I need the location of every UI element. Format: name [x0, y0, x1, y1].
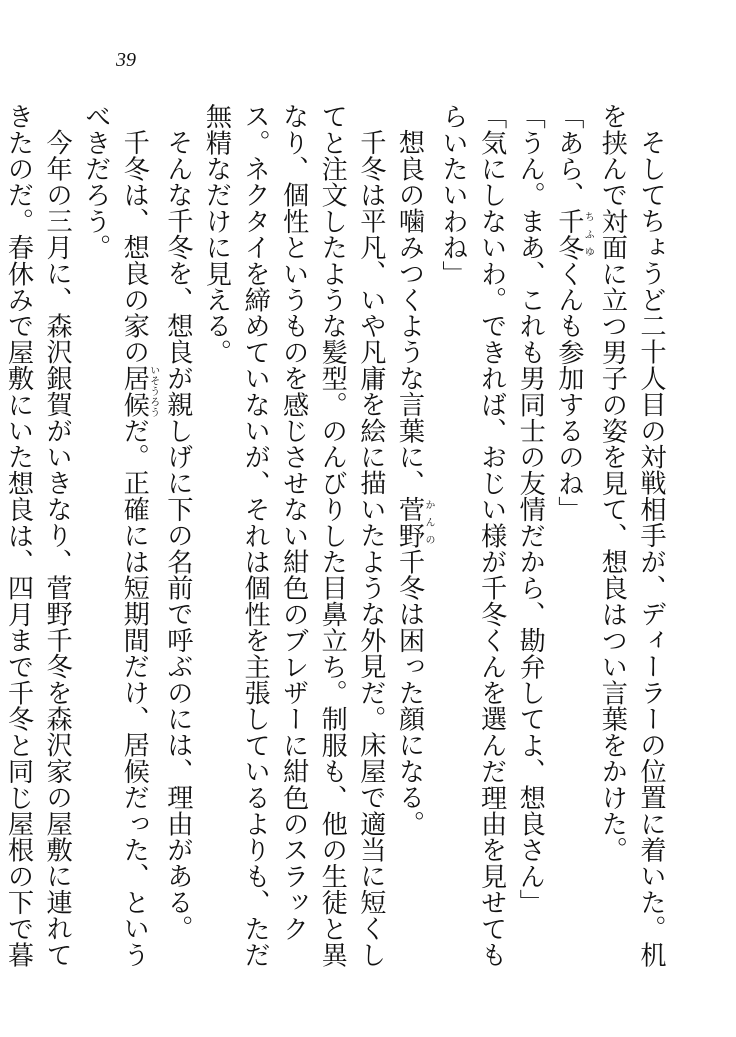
- narrative-paragraph: [390, 103, 434, 983]
- dialogue-paragraph: [433, 103, 510, 983]
- text-run: 千冬は困った顔になる。: [394, 548, 425, 837]
- dialogue-paragraph: [511, 103, 550, 983]
- ruby-base: 千冬: [553, 207, 584, 261]
- page-number: 39: [116, 49, 136, 71]
- narrative-paragraph: [197, 103, 390, 983]
- ruby-annotation: [119, 365, 159, 418]
- text-run: 今年の三月に、森沢銀賀がいきなり、菅野千冬を森沢家の屋敷に連れてきたのだ。春休みで屋敷にいた想良は、四月まで千冬と同じ屋根の下で暮: [3, 103, 73, 968]
- ruby-annotation: [394, 496, 434, 549]
- text-run: 想良の噛みつくような言葉に、: [394, 129, 425, 496]
- narrative-paragraph: [76, 103, 158, 983]
- ruby-reading: ちふゆ: [582, 207, 594, 261]
- ruby-reading: いそうろう: [147, 365, 159, 418]
- ruby-base: 居候: [119, 365, 150, 418]
- ruby-base: 菅野: [394, 496, 425, 549]
- ruby-reading: かんの: [422, 496, 434, 549]
- text-run: 「あら、: [553, 103, 584, 208]
- narrative-paragraph: [158, 103, 197, 983]
- text-run: くんも参加するのね」: [553, 260, 584, 523]
- text-run: だ。正確には短期間だけ、居候だった、というべきだろう。: [80, 103, 150, 968]
- text-run: 千冬は、想良の家の: [119, 129, 150, 365]
- dialogue-paragraph: [549, 103, 593, 983]
- narrative-paragraph: [0, 103, 76, 983]
- narrative-paragraph: [593, 103, 670, 983]
- vertical-text-body: [3, 103, 670, 983]
- text-run: そしてちょうど二十人目の対戦相手が、ディーラーの位置に着いた。机を挟んで対面に立つ男子の姿を見て、想良はつい言葉をかけた。: [597, 103, 666, 968]
- text-run: そんな千冬を、想良が親しげに下の名前で呼ぶのには、理由がある。: [162, 129, 193, 942]
- ruby-annotation: [553, 207, 594, 261]
- text-run: 「気にしないわ。できれば、おじい様が千冬くんを選んだ理由を見せてもらいたいわね」: [438, 103, 507, 968]
- text-run: 「うん。まあ、これも男同士の友情だから、勘弁してよ、想良さん」: [515, 103, 546, 916]
- text-run: 千冬は平凡、いや凡庸を絵に描いたような外見だ。床屋で適当に短くしてと注文したような髪型。のんびりした目鼻立ち。制服も、他の生徒と異なり、個性というものを感じさせない紺色のブレザーに紺色のスラックス。ネクタイを締めていないが、それは個性を主張しているよりも、ただ無精なだけに見える。: [201, 103, 386, 968]
